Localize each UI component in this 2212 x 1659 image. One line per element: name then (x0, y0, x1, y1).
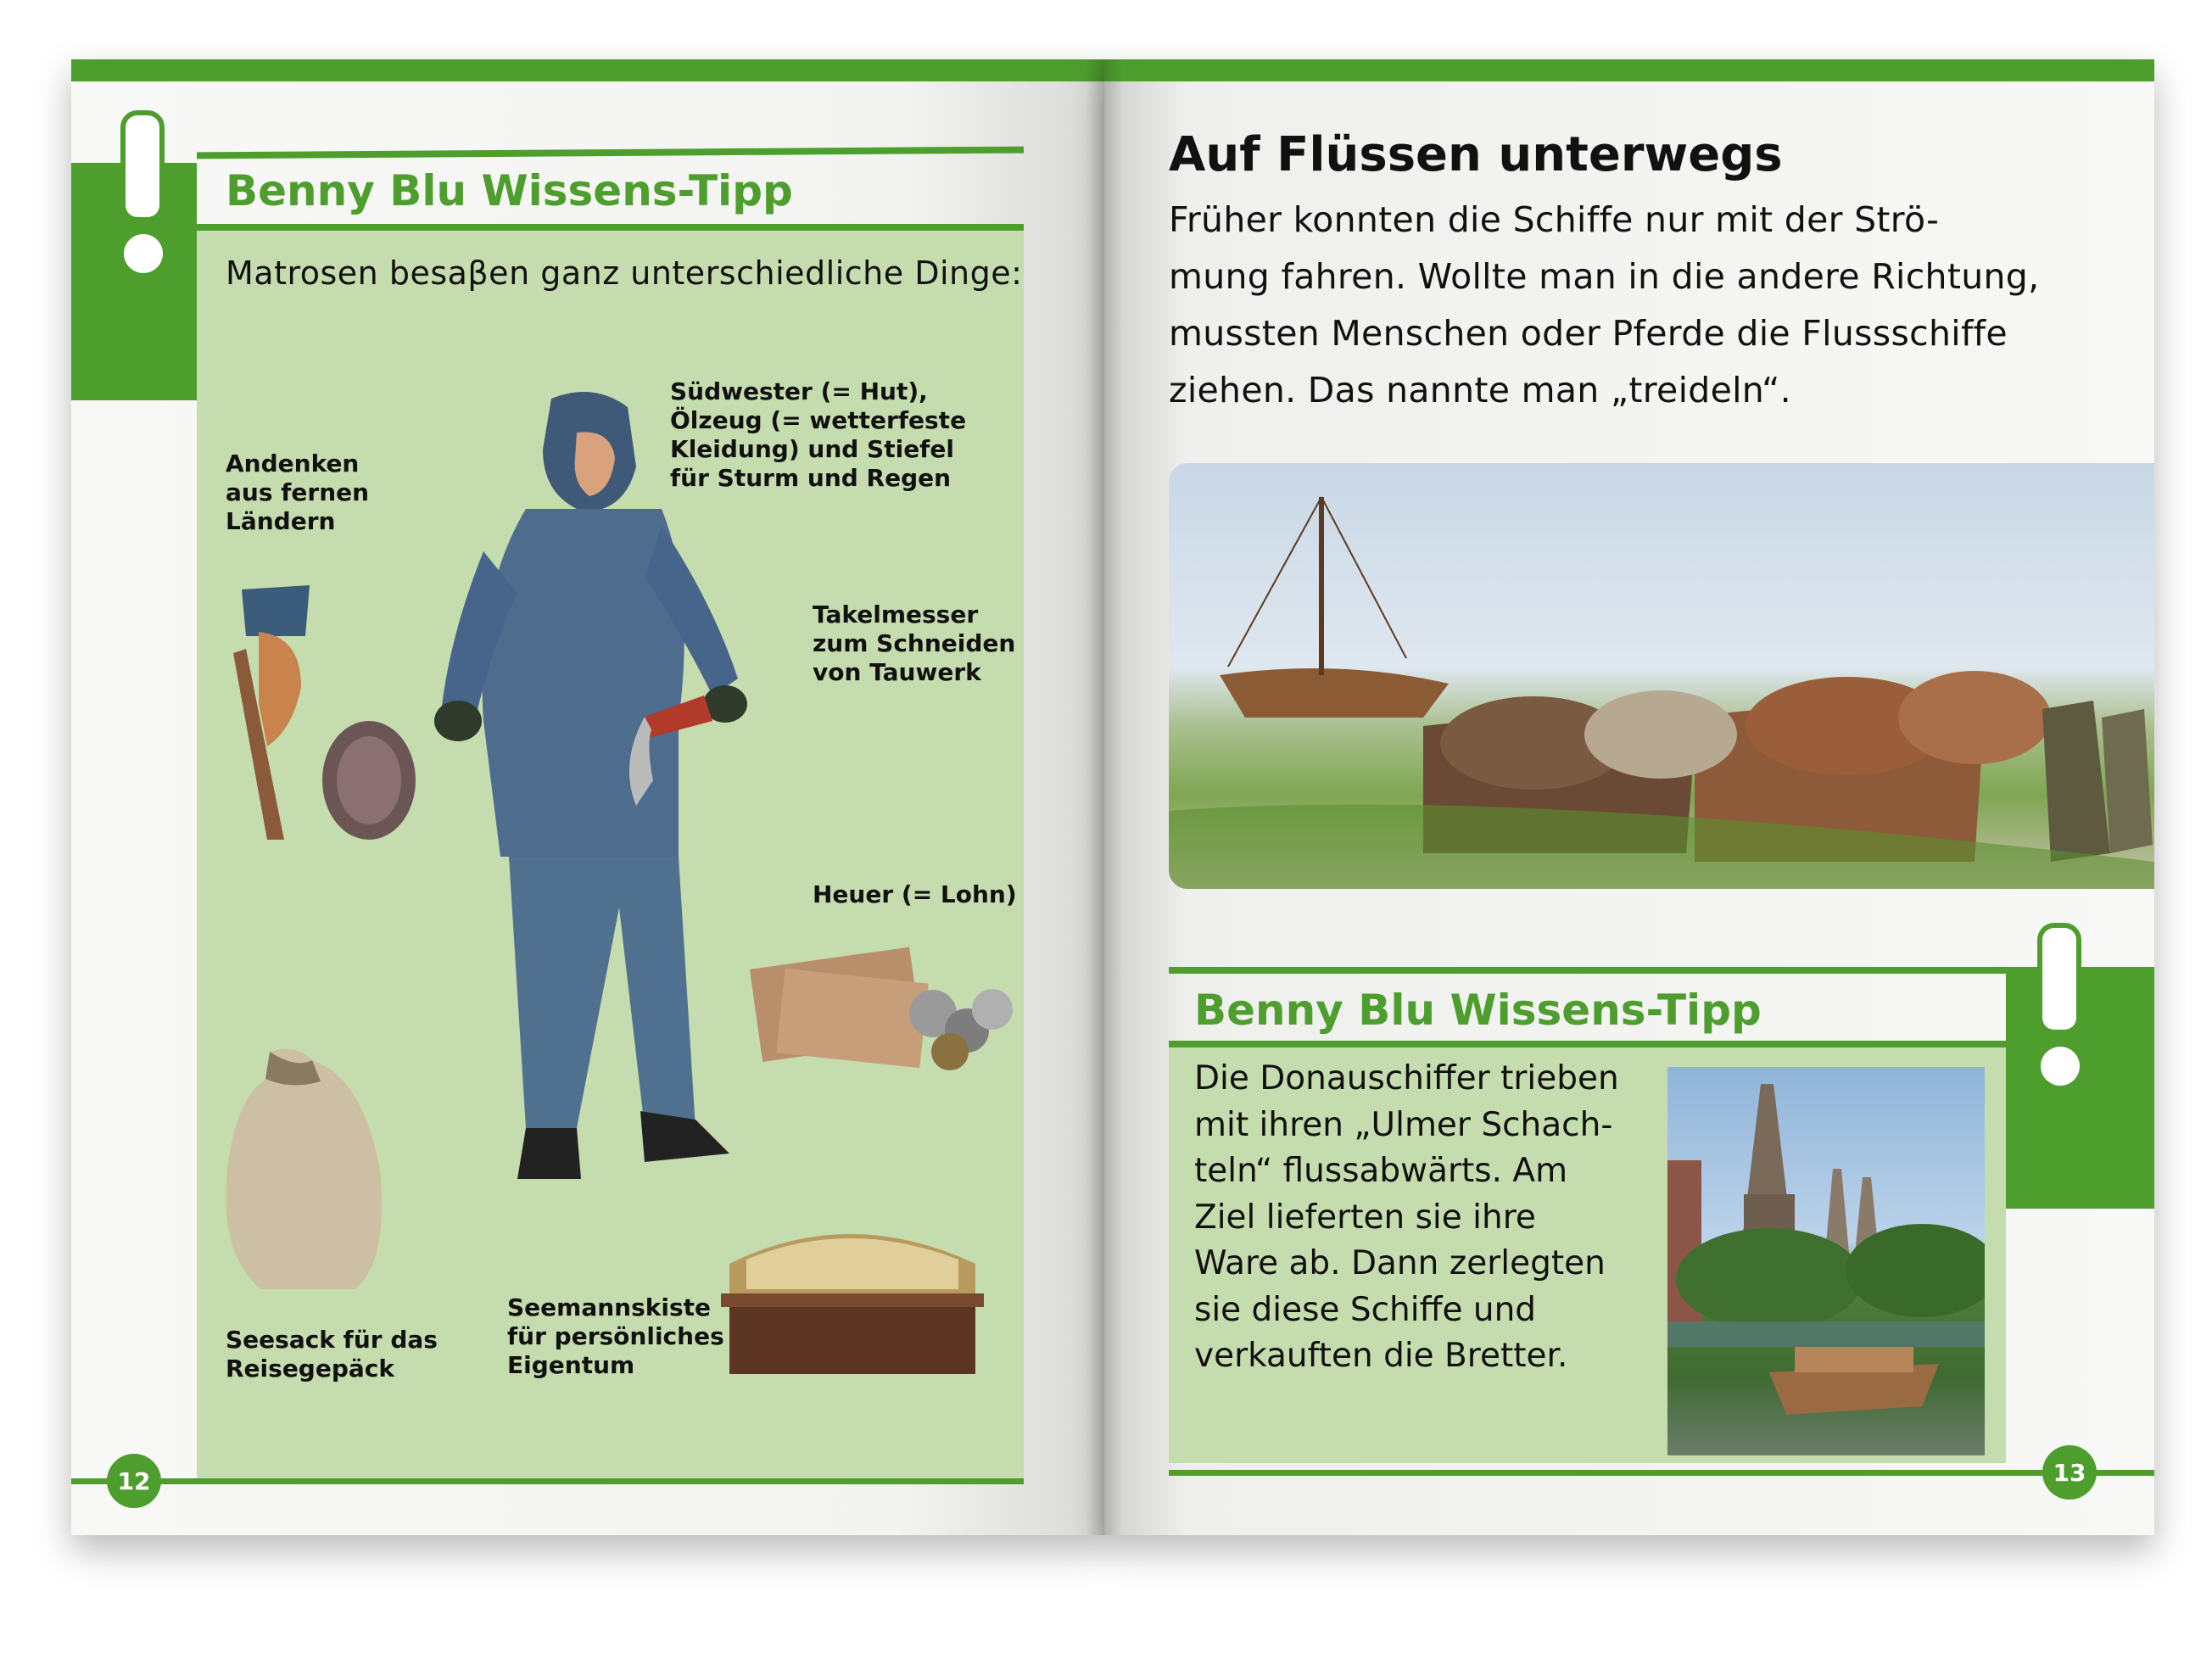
label-andenken: Andenken aus fernen Ländern (226, 450, 370, 535)
exclamation-icon (119, 110, 170, 280)
left-tip-title: Benny Blu Wissens-Tipp (226, 166, 793, 215)
label-takelmesser: Takelmesser zum Schneiden von Tauwerk (813, 600, 1016, 686)
left-top-border (71, 59, 1104, 81)
right-tip-title-rule (1169, 1041, 2006, 1047)
seabag-illustration (210, 1043, 397, 1298)
sailor-illustration (424, 382, 729, 1196)
ulm-illustration (1667, 1067, 1985, 1455)
label-heuer: Heuer (= Lohn) (813, 880, 1017, 908)
treideln-illustration (1169, 463, 2154, 889)
left-intro-text: Matrosen besaβen ganz unterschiedliche Dinge: (226, 254, 1023, 292)
book-gutter (1086, 59, 1123, 1535)
label-seemannskiste: Seemannskiste für persönliches Eigentum (507, 1293, 724, 1379)
ulm-scene (1667, 1067, 1985, 1455)
left-bottom-rule (71, 1478, 1024, 1484)
right-tip-text: Die Donauschiffer trieben mit ihren „Ulmer Schach- teln“ flussabwärts. Am Ziel lieferten sie ihre Ware ab. Dann zerlegten sie diese Schiffe und verkauften die Bretter. (1194, 1059, 1619, 1375)
right-tip-top-rule (1169, 967, 2006, 974)
label-seesack: Seesack für das Reisegepäck (226, 1326, 438, 1382)
exclamation-icon (2036, 923, 2086, 1092)
souvenirs-illustration (208, 585, 437, 857)
towing-scene (1169, 463, 2154, 889)
page-number-left: 12 (107, 1454, 161, 1508)
right-top-border (1104, 59, 2154, 81)
right-paragraph: Früher konnten die Schiffe nur mit der Strö- mung fahren. Wollte man in die andere Richtung, mussten Menschen oder Pferde die Flussschiffe ziehen. Das nannte man „treideln“. (1169, 199, 2040, 411)
right-heading: Auf Flüssen unterwegs (1169, 127, 1783, 182)
label-suedwester: Südwester (= Hut), Ölzeug (= wetterfeste Kleidung) und Stiefel für Sturm und Regen (670, 377, 967, 492)
money-illustration (746, 933, 1018, 1077)
chest-illustration (712, 1213, 992, 1382)
left-tip-title-rule (197, 224, 1024, 231)
page-number-right: 13 (2042, 1445, 2097, 1500)
right-bottom-rule (1169, 1470, 2154, 1476)
right-tip-title: Benny Blu Wissens-Tipp (1194, 986, 1762, 1035)
